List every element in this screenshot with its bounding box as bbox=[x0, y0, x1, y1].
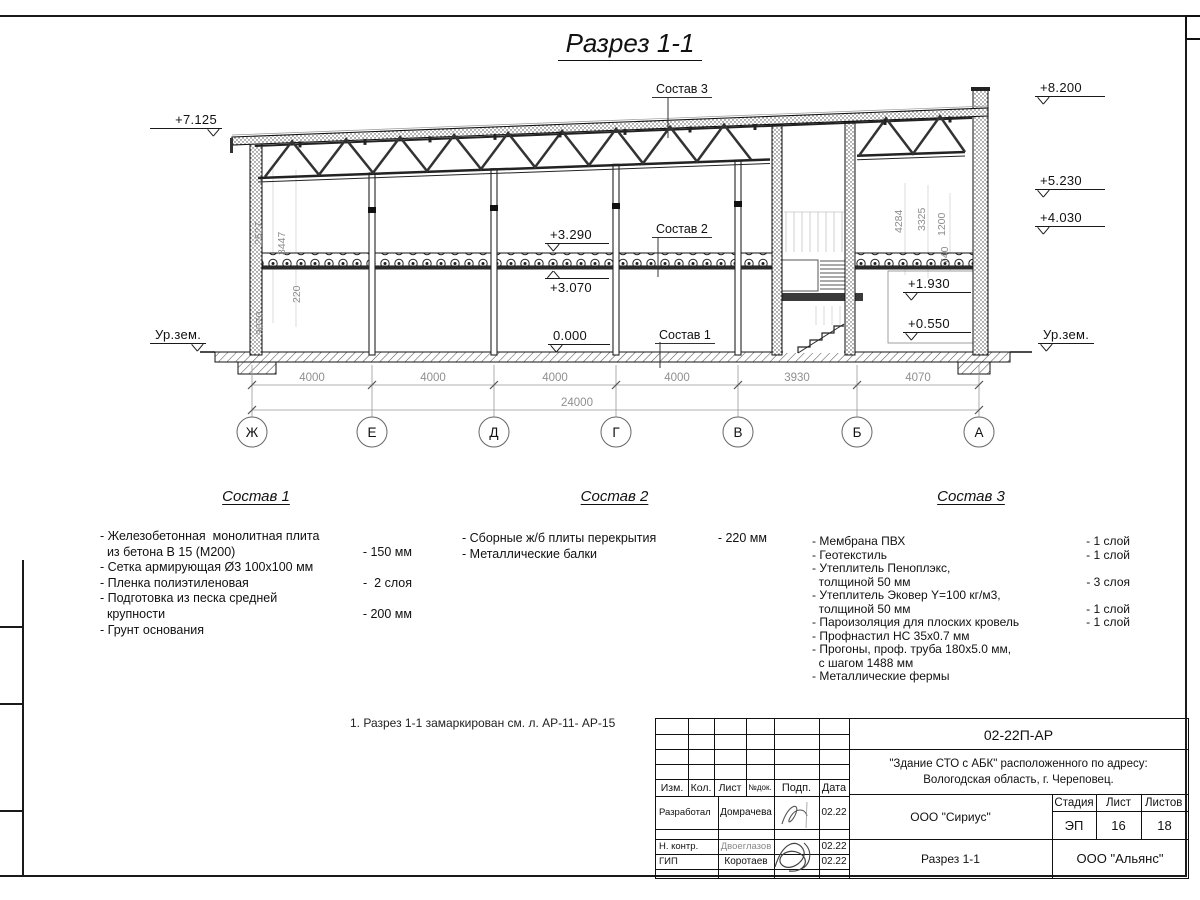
elevation-arrow-icon bbox=[1038, 190, 1049, 197]
sostav2-leader-label: Состав 2 bbox=[652, 222, 712, 238]
tb-line bbox=[656, 734, 849, 735]
spec-row: - Мембрана ПВХ - 1 слой bbox=[812, 534, 1130, 548]
tb-col-header: Изм. bbox=[660, 781, 684, 794]
title-block bbox=[655, 718, 1189, 879]
spec-block-sostav1 bbox=[100, 488, 412, 638]
spec-title: Состав 1 bbox=[222, 488, 290, 505]
frame-corner-box bbox=[1185, 15, 1200, 40]
edge-box-divider bbox=[0, 626, 23, 628]
vertical-dim: 740 bbox=[939, 246, 951, 264]
stair-landing bbox=[780, 260, 818, 291]
elevation-arrow-icon bbox=[548, 244, 559, 251]
elevation-value: +0.550 bbox=[903, 316, 971, 333]
frame-top-line bbox=[0, 15, 1187, 17]
vertical-dim: 4284 bbox=[893, 209, 905, 233]
section-drawing bbox=[140, 75, 1100, 475]
elevation-arrow-icon bbox=[906, 333, 917, 340]
tb-line bbox=[656, 749, 849, 750]
elevation-arrow-icon bbox=[208, 129, 219, 136]
sostav1-leader-label: Состав 1 bbox=[655, 328, 715, 344]
dim-segment: 4070 bbox=[905, 372, 931, 384]
tb-stage-value: ЭП bbox=[1064, 817, 1084, 833]
elevation-value: Ур.зем. bbox=[1038, 327, 1094, 344]
signature bbox=[771, 837, 821, 879]
tb-sheet-title: Разрез 1-1 bbox=[921, 851, 980, 866]
elevation-mark bbox=[903, 316, 971, 333]
spec-row: - Подготовка из песка средней bbox=[100, 591, 278, 606]
tb-doc-number: 02-22П-АР bbox=[983, 726, 1054, 743]
elevation-value: 0.000 bbox=[548, 328, 610, 345]
column-splice-marks bbox=[368, 201, 742, 213]
spec-rows bbox=[812, 535, 1130, 684]
spec-row: - Металлические балки bbox=[462, 546, 597, 561]
spec-rows bbox=[462, 531, 767, 562]
tb-col-header: Дата bbox=[821, 781, 847, 794]
stair-wall-right bbox=[845, 122, 855, 355]
tb-date: 02.22 bbox=[821, 807, 847, 818]
tb-line bbox=[656, 764, 849, 765]
elevation-value: +8.200 bbox=[1035, 80, 1105, 97]
wall-right-parapet bbox=[973, 90, 988, 355]
axis-label: Ж bbox=[245, 425, 259, 440]
edge-box-divider bbox=[0, 810, 23, 812]
dim-segment: 3930 bbox=[784, 372, 810, 384]
spec-row: - Геотекстиль - 1 слой bbox=[812, 547, 1130, 562]
elevation-arrow-icon bbox=[192, 344, 203, 351]
dim-segment: 4000 bbox=[299, 372, 325, 384]
spec-row: из бетона В 15 (М200) - 150 мм bbox=[100, 544, 412, 559]
spec-row: - Утеплитель Пеноплэкс, bbox=[812, 561, 951, 575]
elevation-mark bbox=[1035, 210, 1105, 227]
stair-wall-left bbox=[772, 125, 782, 355]
vertical-dim: 1200 bbox=[936, 212, 948, 236]
dim-segment: 4000 bbox=[542, 372, 568, 384]
spec-row: с шагом 1488 мм bbox=[812, 655, 914, 670]
spec-row: - Прогоны, проф. труба 180x5.0 мм, bbox=[812, 642, 1012, 656]
tb-org1: ООО "Сириус" bbox=[910, 809, 991, 824]
dim-segment: 4000 bbox=[664, 372, 690, 384]
axis-label: Б bbox=[852, 425, 862, 440]
spec-row: - Железобетонная монолитная плита bbox=[100, 529, 320, 543]
spec-row: - Пленка полиэтиленовая - 2 слоя bbox=[100, 575, 412, 590]
edge-box-divider bbox=[0, 703, 23, 705]
tb-sheets-value: 18 bbox=[1157, 817, 1172, 833]
spec-row: - Профнастил НС 35x0.7 мм bbox=[812, 628, 970, 643]
tb-org2: ООО "Альянс" bbox=[1076, 851, 1164, 866]
roof-edge-fascia bbox=[230, 138, 233, 153]
tb-role: Разработал bbox=[659, 807, 711, 818]
spec-row: - Пароизоляция для плоских кровель - 1 слой bbox=[812, 615, 1130, 629]
spec-row: крупности - 200 мм bbox=[100, 606, 412, 621]
vertical-dim: 2527 bbox=[253, 221, 265, 245]
tb-col-header: Кол. bbox=[690, 781, 712, 794]
vertical-dim: 220 bbox=[291, 285, 303, 303]
tb-name: Домрачева bbox=[720, 807, 772, 818]
elevation-mark bbox=[548, 328, 610, 345]
tb-sheets-label: Листов bbox=[1145, 796, 1183, 809]
elevation-value: +3.070 bbox=[545, 278, 609, 295]
frame-left-line bbox=[22, 560, 24, 877]
elevation-mark bbox=[1038, 327, 1094, 344]
tb-project-line2: Вологодская область, г. Череповец. bbox=[923, 773, 1114, 786]
axis-label: Д bbox=[489, 425, 499, 440]
spec-title: Состав 2 bbox=[580, 488, 649, 505]
spec-row: толщиной 50 мм - 1 слой bbox=[812, 601, 1130, 616]
page-title-text: Разрез 1-1 bbox=[558, 28, 703, 61]
elevation-arrow-icon bbox=[1038, 227, 1049, 234]
axis-label: Е bbox=[367, 425, 377, 440]
parapet-cap bbox=[971, 87, 990, 91]
elevation-value: Ур.зем. bbox=[150, 327, 206, 344]
axis-label: А bbox=[974, 425, 984, 440]
vertical-dim: 3447 bbox=[276, 231, 288, 255]
signature bbox=[776, 798, 818, 832]
axis-label: Г bbox=[612, 425, 620, 440]
tb-date: 02.22 bbox=[821, 856, 847, 867]
elevation-mark bbox=[1035, 80, 1105, 97]
axis-bubbles bbox=[237, 417, 994, 447]
elevation-value: +7.125 bbox=[150, 112, 222, 129]
tb-col-header: Лист bbox=[718, 781, 742, 794]
spec-row: - Сетка армирующая Ø3 100x100 мм bbox=[100, 560, 314, 575]
elevation-mark bbox=[150, 327, 206, 344]
drawing-note: 1. Разрез 1-1 замаркирован см. л. АР-11- АР-15 bbox=[350, 716, 616, 730]
elevation-mark bbox=[1035, 173, 1105, 190]
spec-row: - Сборные ж/б плиты перекрытия - 220 мм bbox=[462, 531, 767, 545]
spec-row: толщиной 50 мм - 3 слоя bbox=[812, 574, 1130, 589]
elevation-mark bbox=[150, 112, 222, 129]
tb-sheet-value: 16 bbox=[1111, 817, 1126, 833]
elevation-mark bbox=[903, 276, 971, 293]
elevation-arrow-icon bbox=[548, 271, 559, 278]
elevation-arrow-icon bbox=[1038, 97, 1049, 104]
vertical-dim: 3070 bbox=[254, 311, 266, 335]
sostav3-leader-label: Состав 3 bbox=[652, 82, 712, 98]
tb-stage-label: Стадия bbox=[1054, 796, 1094, 809]
spec-row: - Грунт основания bbox=[100, 622, 205, 637]
tb-name: Коротаев bbox=[724, 856, 768, 867]
elevation-value: +3.290 bbox=[545, 227, 609, 244]
vertical-dim: 3325 bbox=[916, 207, 928, 231]
tb-role: Н. контр. bbox=[659, 841, 699, 852]
dim-total: 24000 bbox=[561, 397, 593, 409]
spec-title: Состав 3 bbox=[937, 488, 1005, 505]
elevation-mark bbox=[545, 278, 609, 295]
spec-row: - Металлические фермы bbox=[812, 669, 950, 683]
tb-line bbox=[656, 829, 849, 830]
elevation-value: +1.930 bbox=[903, 276, 971, 293]
elevation-value: +5.230 bbox=[1035, 173, 1105, 190]
page-title bbox=[500, 28, 760, 59]
tb-date: 02.22 bbox=[821, 841, 847, 852]
spec-row: - Утеплитель Эковер Y=100 кг/м3, bbox=[812, 588, 1001, 602]
elevation-arrow-icon bbox=[551, 345, 562, 352]
tb-role: ГИП bbox=[659, 856, 678, 867]
axis-label: В bbox=[733, 425, 743, 440]
elevation-mark bbox=[545, 227, 609, 244]
elevation-arrow-icon bbox=[1041, 344, 1052, 351]
elevation-value: +4.030 bbox=[1035, 210, 1105, 227]
spec-block-sostav3 bbox=[812, 488, 1130, 684]
tb-col-header: Подп. bbox=[781, 781, 812, 794]
tb-name: Двоеглазов bbox=[720, 841, 772, 852]
tb-line bbox=[849, 749, 1188, 750]
elevation-arrow-icon bbox=[906, 293, 917, 300]
roof bbox=[230, 106, 988, 153]
spec-block-sostav2 bbox=[462, 488, 767, 562]
tb-project-line1: "Здание СТО с АБК" расположенного по адресу: bbox=[889, 757, 1148, 770]
spec-rows bbox=[100, 529, 412, 638]
tb-col-header: №док. bbox=[748, 783, 772, 792]
dim-segment: 4000 bbox=[420, 372, 446, 384]
tb-sheet-label: Лист bbox=[1106, 796, 1131, 809]
dimension-lines bbox=[248, 365, 983, 419]
